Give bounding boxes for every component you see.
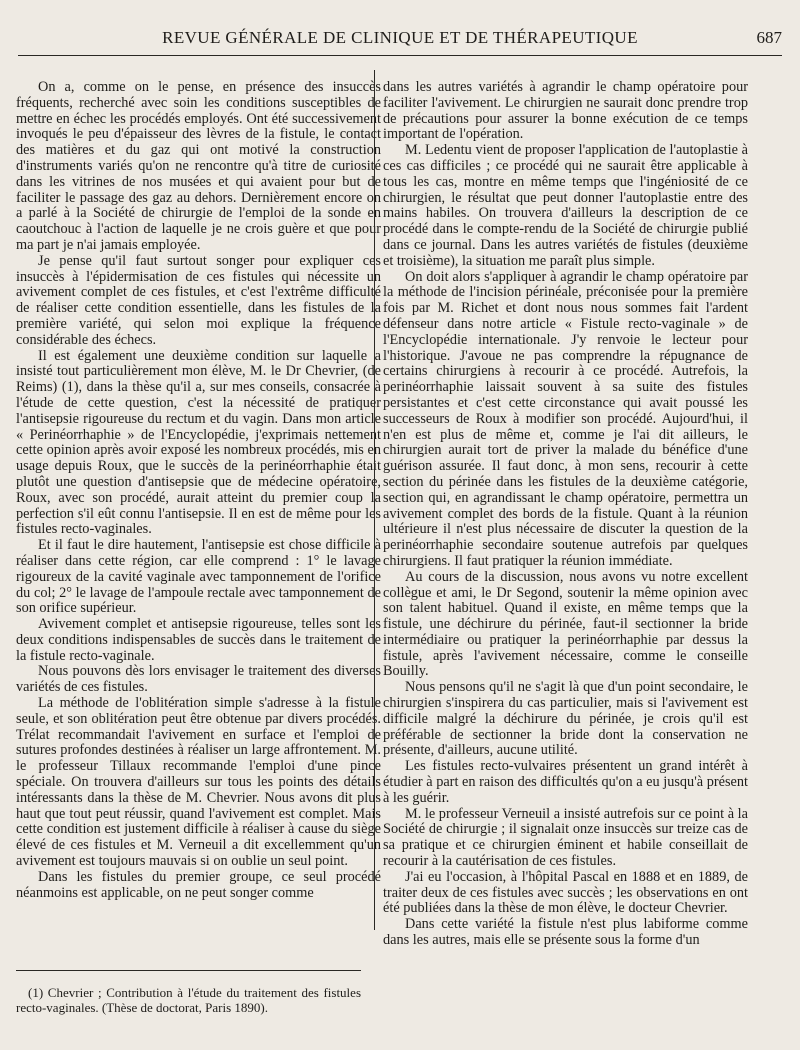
paragraph: Nous pensons qu'il ne s'agit là que d'un point secondaire, le chirurgien s'inspirera du cas particulier, mais si l'avivement est difficile malgré la déchirure du périnée, je crois qu'il est préférable de sectionner la bride dont la conservation ne présente, d'ailleurs, aucune utilité.	[383, 679, 748, 759]
column-divider	[374, 70, 375, 930]
paragraph: Dans les fistules du premier groupe, ce seul procédé néanmoins est applicable, on ne peut songer comme	[16, 868, 381, 901]
running-title: REVUE GÉNÉRALE DE CLINIQUE ET DE THÉRAPEUTIQUE	[162, 28, 638, 47]
paragraph: Avivement complet et antisepsie rigoureuse, telles sont les deux conditions indispensables de succès dans le traitement de la fistule recto-vaginale.	[16, 616, 381, 664]
right-column	[383, 80, 748, 1040]
page-header	[18, 28, 782, 54]
header-rule	[18, 55, 782, 56]
left-column	[16, 80, 381, 960]
paragraph: On doit alors s'appliquer à agrandir le champ opératoire par la méthode de l'incision périnéale, préconisée pour la première fois par M. Richet et dont nous nous sommes fait l'ardent défenseur dans notre article « Fistule recto-vaginale » de l'Encyclopédie internationale. J'y renvoie le lecteur pour l'historique. J'avoue ne pas comprendre la répugnance de certains chirurgiens à recourir à ce procédé. Autrefois, la perinéorrhaphie laissait souvent à sa suite des fistules persistantes et c'est cette circonstance qui avait poussé les successeurs de Roux à modifier son procédé. Aujourd'hui, il n'en est plus de même et, comme je l'ai dit ailleurs, le chirurgien aurait tort de priver la malade du bénéfice d'une guérison assurée. Il faut donc, à mon sens, recourir à cette section du périnée dans les fistules de la deuxième catégorie, section qui, en agrandissant le champ opératoire, permettra un avivement complet des bords de la fistule. Quant à la réunion ultérieure il n'est plus nécessaire de discuter la question de la perinéorrhaphie secondaire soutenue autrefois par quelques chirurgiens. Il faut pratiquer la réunion immédiate.	[383, 268, 748, 569]
paragraph: Les fistules recto-vulvaires présentent un grand intérêt à étudier à part en raison des difficultés qu'on a eu jusqu'à présent à les guérir.	[383, 758, 748, 806]
footnote-text: (1) Chevrier ; Contribution à l'étude du traitement des fistules recto-vaginales. (Thèse de doctorat, Paris 1890).	[16, 985, 361, 1015]
paragraph: Nous pouvons dès lors envisager le traitement des diverses variétés de ces fistules.	[16, 663, 381, 696]
paragraph: J'ai eu l'occasion, à l'hôpital Pascal en 1888 et en 1889, de traiter deux de ces fistules avec succès ; les observations en ont été publiées dans la thèse de mon élève, le docteur Chevrier.	[383, 868, 748, 917]
paragraph: Et il faut le dire hautement, l'antisepsie est chose difficile à réaliser dans cette région, car elle comprend : 1° le lavage rigoureux de la cavité vaginale avec tamponnement de l'orifice du col; 2° le lavage de l'ampoule rectale avec tamponnement de son orifice supérieur.	[16, 537, 381, 617]
footnote-rule	[16, 970, 361, 971]
paragraph: dans les autres variétés à agrandir le champ opératoire pour faciliter l'avivement. Le chirurgien ne saurait donc prendre trop de précautions pour assurer la bonne exécution de ce temps important de l'opération.	[383, 79, 748, 143]
footnote	[16, 985, 361, 1015]
paragraph: La méthode de l'oblitération simple s'adresse à la fistule seule, et son oblitération peut être obtenue par divers procédés. Trélat recommandait l'avivement en surface et l'emploi de sutures profondes destinées à réaliser un large affrontement. M. le professeur Tillaux recommande l'emploi d'une pince spéciale. On trouvera d'ailleurs sur tous les points des détails intéressants dans la thèse de M. Chevrier. Nous avons dit plus haut que tout peut réussir, quand l'avivement est complet. Mais cette condition est justement difficile à réaliser à cause du siège élevé de ces fistules et M. Verneuil a dit excellemment qu'un avivement est toujours mauvais si on oublie un seul point.	[16, 695, 381, 870]
paragraph: On a, comme on le pense, en présence des insuccès fréquents, recherché avec soin les conditions susceptibles de mettre en échec les procédés employés. Ont été successivement invoqués le peu d'épaisseur des lèvres de la fistule, le contact des matières et du gaz qui ont motivé la construction d'instruments variés qu'on ne rencontre qu'à titre de curiosité dans les vitrines de nos musées et qui avaient pour but de faciliter le passage des gaz au dehors. Dernièrement encore on a parlé à la Société de chirurgie de l'emploi de la sonde en caoutchouc à l'action de laquelle je ne crois guère et que pour ma part je n'ai jamais employée.	[16, 79, 381, 253]
paragraph: M. Ledentu vient de proposer l'application de l'autoplastie à ces cas difficiles ; ce procédé qui ne saurait être applicable à tous les cas, montre en même temps que l'ingéniosité de ce chirurgien, le résultat que peut donner l'autoplastie entre des mains habiles. On trouvera d'ailleurs la description de ce procédé dans le compte-rendu de la Société de chirurgie publié dans ce journal. Dans les autres variétés de fistules (deuxième et troisième), la situation me paraît plus simple.	[383, 142, 748, 269]
paragraph: M. le professeur Verneuil a insisté autrefois sur ce point à la Société de chirurgie ; il signalait onze insuccès sur treize cas de sa pratique et ce chirurgien éminent et habile conseillait de recourir à la cautérisation de ces fistules.	[383, 805, 748, 870]
paragraph: Il est également une deuxième condition sur laquelle a insisté tout particulièrement mon élève, M. le Dr Chevrier, (de Reims) (1), dans la thèse qu'il a, sur mes conseils, consacrée à l'étude de cette question, c'est la nécessité de pratiquer l'antisepsie rigoureuse du rectum et du vagin. Dans mon article « Perinéorrhaphie » de l'Encyclopédie, j'exprimais nettement cette opinion après avoir exposé les nombreux procédés, mis en usage depuis Roux, que le succès de la perinéorrhaphie était plutôt une question d'antisepsie que de médecine opératoire, Roux, avec son procédé, aurait atteint du premier coup la perfection s'il eût connu l'antisepsie. Il en est de même pour les fistules recto-vaginales.	[16, 347, 381, 538]
paragraph: Je pense qu'il faut surtout songer pour expliquer ces insuccès à l'épidermisation de ces fistules qui nécessite un avivement complet de ces fistules, et c'est l'extrême difficulté de réaliser cette condition essentielle, dans les fistules de la première variété, qui selon moi explique la fréquence considérable des échecs.	[16, 252, 381, 348]
paragraph: Dans cette variété la fistule n'est plus labiforme comme dans les autres, mais elle se présente sous la forme d'un	[383, 916, 748, 949]
paragraph: Au cours de la discussion, nous avons vu notre excellent collègue et ami, le Dr Segond, soutenir la même opinion avec son talent habituel. Quand il existe, en même temps que la fistule, une déchirure du périnée, faut-il sectionner la bride intermédiaire ou pratiquer la perinéorrhaphie par dessus la fistule, après l'avivement nécessaire, comme le conseille Bouilly.	[383, 568, 748, 680]
page-number: 687	[756, 28, 782, 47]
